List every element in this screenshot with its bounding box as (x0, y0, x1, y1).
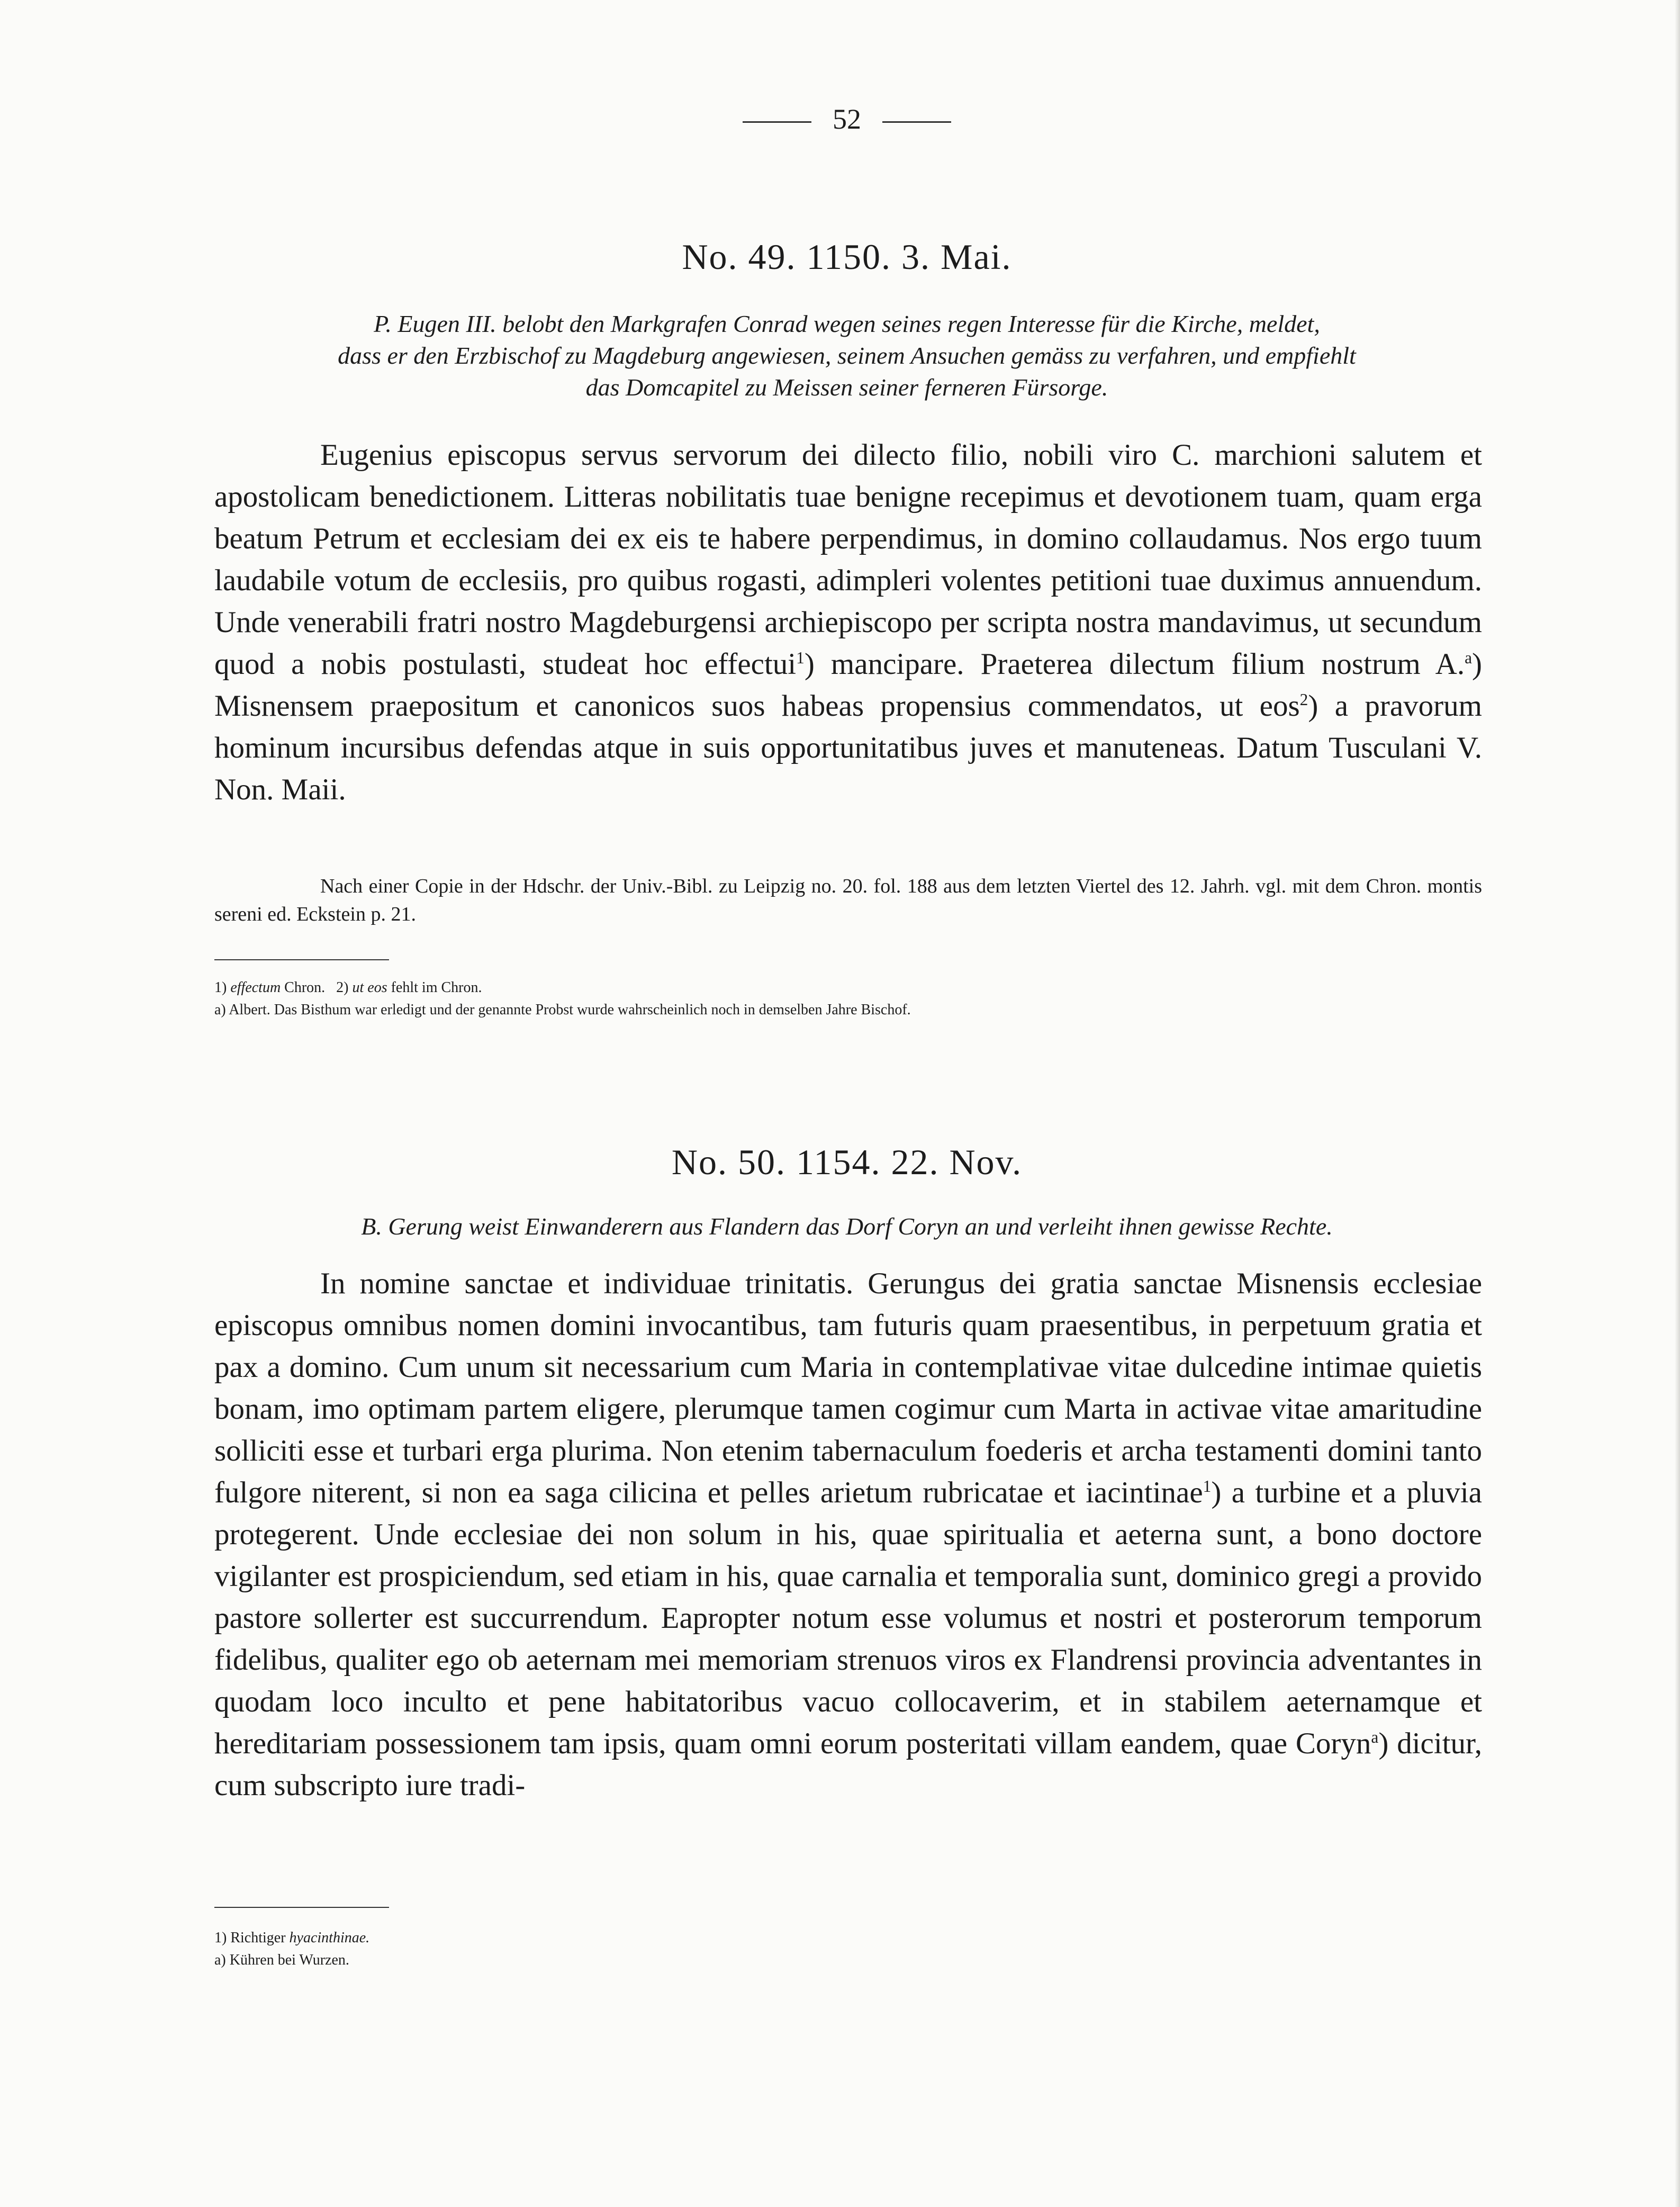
footnote: a) Kühren bei Wurzen. (214, 1952, 349, 1968)
page-number-line (209, 101, 1485, 138)
doc50-heading: No. 50. 1154. 22. Nov. (671, 1142, 1023, 1182)
page-number: 52 (833, 103, 861, 135)
footnote-rule (214, 1907, 389, 1908)
doc49-heading: No. 49. 1150. 3. Mai. (682, 237, 1012, 277)
footnote-text: fehlt im Chron. (391, 979, 482, 996)
footnote-number: 2) (336, 979, 349, 996)
doc49-footnotes (214, 977, 1482, 1021)
page-edge-shadow (1675, 0, 1680, 2207)
footnote-number: 1) (214, 979, 227, 996)
doc49-source-note (214, 872, 1482, 929)
doc50-text: ) a turbine et a pluvia protegerent. Unde ecclesiae dei non solum in his, quae spiritualia et aeterna sunt, a bono doctore vigilanter est prospiciendum, sed etiam in his, quae carnalia et temporalia sunt, dominico gregi a provido pastore sollerter est succurrendum. Eapropter notum esse volumus et nostri et posterorum temporum fidelibus, qualiter ego ob aeternam mei memoriam strenuos viros ex Flandrensi provincia adventantes in quodam loco inculto et pene habitatoribus vacuo collocaverim, et in stabilem aeternamque et hereditariam possessionem tam ipsis, quam omni eorum posteritati villam eandem, quae Coryn (214, 1476, 1482, 1760)
footnote-ref: a (1465, 648, 1472, 667)
doc49-body (214, 434, 1482, 810)
footnote-variant: effectum (230, 979, 281, 996)
doc50-text: ) dicitur, cum subscripto iure tradi- (214, 1727, 1482, 1802)
doc50-summary: B. Gerung weist Einwanderern aus Flandern das Dorf Coryn an und verleiht ihnen gewisse Rechte. (361, 1213, 1333, 1240)
doc49-text: ) mancipare. Praeterea dilectum filium nostrum A. (804, 647, 1465, 681)
footnote-rule (214, 959, 389, 960)
footnote-ref: 2 (1299, 690, 1308, 709)
footnote-text: 1) Richtiger (214, 1930, 286, 1946)
footnote-variant: ut eos (352, 979, 387, 996)
footnote-text: Chron. (284, 979, 326, 996)
footnote (214, 1927, 1482, 1949)
footnote-variant: hyacinthinae. (289, 1930, 370, 1946)
doc49-text: Eugenius episcopus servus servorum dei dilecto filio, nobili viro C. marchioni salutem et apostolicam benedictionem. Litteras nobilitatis tuae benigne recepimus et devotionem tuam, quam erga beatum Petrum et ecclesiam dei ex eis te habere perpendimus, in domino collaudamus. Nos ergo tuum laudabile votum de ecclesiis, pro quibus rogasti, adimpleri volentes petitioni tuae duximus annuendum. Unde venerabili fratri nostro Magdeburgensi archiepiscopo per scripta nostra mandavimus, ut secundum quod a nobis postulasti, studeat hoc effectui (214, 438, 1482, 681)
doc50-body (214, 1263, 1482, 1806)
doc49-summary-line: dass er den Erzbischof zu Magdeburg angewiesen, seinem Ansuchen gemäss zu verfahren, und empfiehlt (338, 342, 1356, 369)
doc49-paragraph (214, 434, 1482, 810)
footnote-ref: a (1371, 1728, 1379, 1746)
doc50-paragraph (214, 1263, 1482, 1806)
page-number-dash-right (882, 121, 951, 123)
page-number-dash-left (743, 121, 811, 123)
doc49-source-text: Nach einer Copie in der Hdschr. der Univ.-Bibl. zu Leipzig no. 20. fol. 188 aus dem letzten Viertel des 12. Jahrh. vgl. mit dem Chron. montis sereni ed. Eckstein p. 21. (214, 875, 1482, 925)
doc50-footnotes (214, 1927, 1482, 1971)
footnote: a) Albert. Das Bisthum war erledigt und der genannte Probst wurde wahrscheinlich noch in demselben Jahre Bischof. (214, 1002, 911, 1018)
doc49-summary (209, 308, 1485, 403)
document-page (209, 0, 1485, 2207)
doc49-text: ) Misnensem praepositum et canonicos suos habeas propensius commendatos, ut eos (214, 647, 1482, 723)
footnote-ref: 1 (1203, 1477, 1212, 1496)
footnote-ref: 1 (796, 648, 805, 667)
doc49-text: ) a pravorum hominum incursibus defendas atque in suis opportunitatibus juves et manuteneas. Datum Tusculani V. Non. Maii. (214, 689, 1482, 806)
footnote (214, 977, 1482, 999)
doc49-summary-line: das Domcapitel zu Meissen seiner ferneren Fürsorge. (585, 374, 1108, 401)
doc50-text: In nomine sanctae et individuae trinitatis. Gerungus dei gratia sanctae Misnensis ecclesiae episcopus omnibus nomen domini invocantibus, tam futuris quam praesentibus, in perpetuum gratia et pax a domino. Cum unum sit necessarium cum Maria in contemplativae vitae dulcedine intimae quietis bonam, imo optimam partem eligere, plerumque tamen cogimur cum Marta in activae vitae amaritudine solliciti esse et turbari erga plurima. Non etenim tabernaculum foederis et archa testamenti domini tanto fulgore niterent, si non ea saga cilicina et pelles arietum rubricatae et iacintinae (214, 1267, 1482, 1509)
doc49-summary-line: P. Eugen III. belobt den Markgrafen Conrad wegen seines regen Interesse für die Kirche, meldet, (374, 310, 1320, 337)
